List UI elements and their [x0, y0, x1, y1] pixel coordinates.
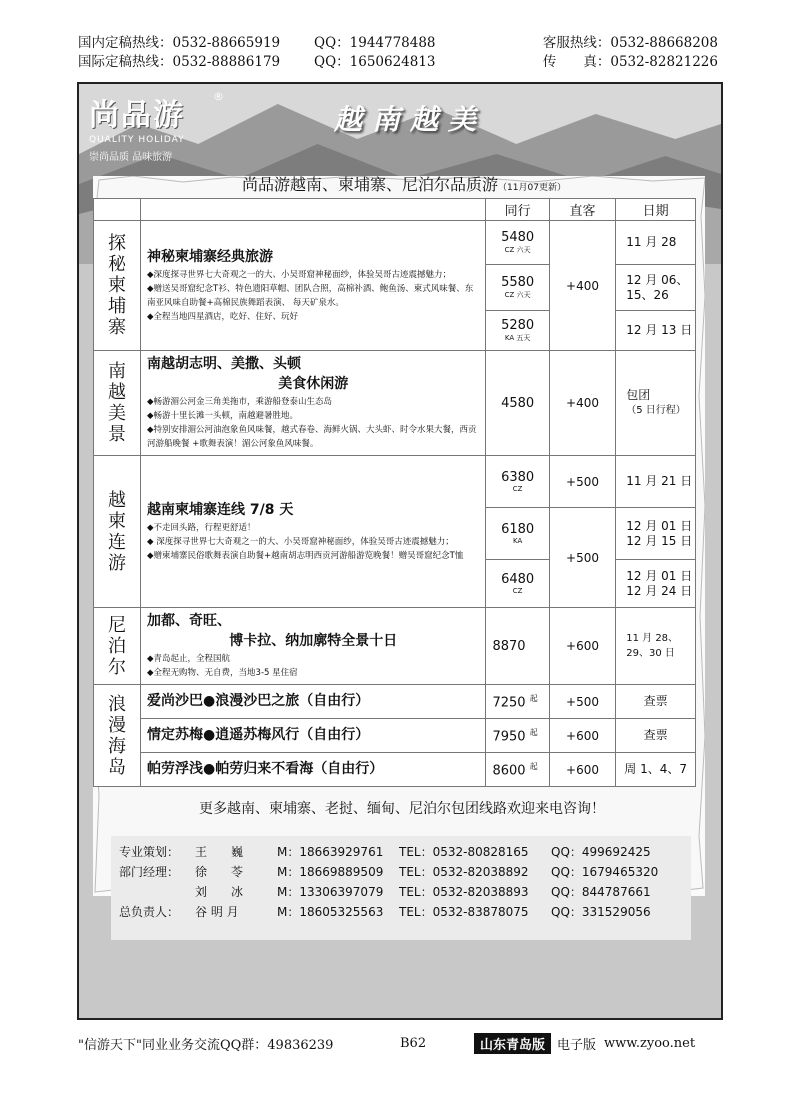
table-row — [94, 608, 696, 685]
tour-line: ◆赠柬埔寨民俗歌舞表演自助餐+越南胡志明西贡河游船游览晚餐！赠吴哥窟纪念T恤 — [147, 550, 464, 561]
region-combo: 越柬连游 — [94, 456, 141, 608]
subtitle — [159, 172, 649, 195]
brand-slogan: 崇尚品质 品味旅游 — [89, 152, 173, 163]
desc-header — [141, 199, 486, 221]
website-link[interactable]: www.zyoo.net — [604, 1036, 696, 1051]
edition-badge: 山东青岛版 — [474, 1033, 551, 1054]
tour-date: 查票 — [616, 685, 696, 719]
peer-price-header: 同行 — [486, 199, 549, 221]
direct-price: +600 — [549, 719, 615, 753]
tour-date: 11 月 21 日 — [616, 456, 696, 508]
tour-line: ◆全程无购物、无自费，当地3-5 星住宿 — [147, 668, 298, 678]
tour-desc-combo — [141, 456, 486, 608]
tour-line: ◆畅游十里长滩一头顿，南越避暑胜地。 — [147, 411, 299, 421]
tour-line: ◆不走回头路，行程更舒适！ — [147, 522, 256, 533]
tour-desc-island — [141, 719, 486, 753]
peer-price: 4580 — [486, 351, 549, 456]
update-note: （11月07更新） — [498, 183, 566, 193]
tour-table — [93, 198, 696, 787]
tour-line: ◆畅游湄公河金三角美拖市，乘游船登泰山生态岛 — [147, 397, 333, 407]
direct-price: +500 — [549, 508, 615, 608]
peer-price: 6380 CZ — [486, 456, 549, 508]
tour-line: ◆ 深度探寻世界七大奇观之一的大、小吴哥窟神秘面纱，体验吴哥古迹震撼魅力； — [147, 536, 454, 547]
peer-price: 7950 $^起$ — [486, 719, 549, 753]
tour-date: 12 月 06、15、26 — [616, 265, 696, 311]
peer-price: 8600 $^起$ — [486, 753, 549, 787]
direct-price-header: 直客 — [549, 199, 615, 221]
tour-title-line2: 美食休闲游 — [278, 376, 349, 392]
table-row — [94, 221, 696, 265]
table-row — [94, 753, 696, 787]
tour-line: ◆全程当地四星酒店，吃好、住好、玩好 — [147, 311, 299, 322]
tour-desc-vietnam — [141, 351, 486, 456]
page-footer — [78, 1033, 723, 1054]
region-islands: 浪漫海岛 — [94, 685, 141, 787]
more-info: 更多越南、柬埔寨、老挝、缅甸、尼泊尔包团线路欢迎来电咨询！ — [199, 801, 605, 817]
edition-suffix: 电子版 — [557, 1038, 597, 1053]
brand-english: QUALITY HOLIDAY — [89, 135, 185, 145]
tour-desc-island — [141, 753, 486, 787]
tour-desc-nepal — [141, 608, 486, 685]
subtitle-text: 尚品游越南、柬埔寨、尼泊尔品质游 — [242, 175, 499, 194]
tour-date: 11 月 28 — [616, 221, 696, 265]
domestic-hotline: 国内定稿热线：0532-88665919 — [78, 35, 281, 51]
tour-title: 帕劳浮浅●帕劳归来不看海（自由行） — [147, 760, 384, 777]
tour-date: 11 月 28、29、30 日 — [616, 608, 696, 685]
qq-group: "信游天下"同业业务交流QQ群：49836239 — [78, 1038, 334, 1053]
contact-row: 刘 冰 M：13306397079 TEL：0532-82038893 QQ：844787661 — [195, 885, 651, 899]
banner-title: 越南越美 — [334, 103, 487, 136]
tour-date: 查票 — [616, 719, 696, 753]
table-header-row — [94, 199, 696, 221]
tour-line: ◆特别安排湄公河油泡象鱼风味餐，越式春卷、海鲜火锅、大头虾、时令水果大餐，西贡河游船晚餐 +歌舞表演！湄公河象鱼风味餐。 — [147, 425, 477, 449]
tour-title: 神秘柬埔寨经典旅游 — [147, 248, 273, 265]
region-vietnam: 南越美景 — [94, 351, 141, 456]
tour-title-line2: 博卡拉、纳加廓特全景十日 — [229, 633, 398, 649]
tour-desc-island — [141, 685, 486, 719]
contact-row: 专业策划： 王 巍 M：18663929761 TEL：0532-80828165 QQ：499692425 — [119, 845, 651, 859]
direct-price: +600 — [549, 753, 615, 787]
tour-title: 加都、奇旺、 — [147, 613, 231, 629]
tour-date: 包团 （5 日行程） — [616, 351, 696, 456]
region-cambodia: 探秘柬埔寨 — [94, 221, 141, 351]
direct-price: +600 — [549, 608, 615, 685]
tour-date: 12 月 01 日 12 月 15 日 — [616, 508, 696, 560]
direct-price: +400 — [549, 221, 615, 351]
brand-logo — [89, 90, 229, 162]
peer-price: 6480 CZ — [486, 560, 549, 608]
peer-price: 6180 KA — [486, 508, 549, 560]
tour-date: 12 月 13 日 — [616, 311, 696, 351]
tour-title: 南越胡志明、美撒、头顿 — [147, 356, 301, 372]
direct-price: +500 — [549, 456, 615, 508]
hotline-bar — [78, 34, 718, 72]
qq-1: QQ：1944778488 — [314, 35, 436, 51]
international-hotline: 国际定稿热线：0532-88886179 — [78, 54, 281, 70]
date-header: 日期 — [616, 199, 696, 221]
region-header — [94, 199, 141, 221]
service-hotline: 客服热线：0532-88668208 — [542, 35, 718, 51]
tour-title: 爱尚沙巴●浪漫沙巴之旅（自由行） — [147, 692, 370, 709]
tour-title: 越南柬埔寨连线 7/8 天 — [147, 501, 294, 518]
tour-desc-cambodia — [141, 221, 486, 351]
direct-price: +400 — [549, 351, 615, 456]
peer-price: 8870 — [486, 608, 549, 685]
direct-price: +500 — [549, 685, 615, 719]
ad-frame — [77, 82, 723, 1020]
peer-price: 5580 CZ 六天 — [486, 265, 549, 311]
table-row — [94, 351, 696, 456]
table-row — [94, 685, 696, 719]
region-nepal: 尼泊尔 — [94, 608, 141, 685]
tour-line: ◆青岛起止，全程国航 — [147, 654, 231, 664]
tour-title: 情定苏梅●逍遥苏梅风行（自由行） — [147, 726, 370, 743]
tour-line: ◆赠送吴哥窟纪念T衫、特色遗阳草帽、团队合照，高棉补酒、鲍鱼汤、柬式风味餐、东南亚风味自助餐+高棉民族舞蹈表演、 每天矿泉水。 — [147, 283, 474, 308]
tour-date: 12 月 01 日 12 月 24 日 — [616, 560, 696, 608]
fax: 传 真：0532-82821226 — [542, 54, 718, 70]
tour-date: 周 1、4、7 — [616, 753, 696, 787]
peer-price: 5280 KA 五天 — [486, 311, 549, 351]
table-row — [94, 456, 696, 508]
contact-row: 总负责人： 谷 明 月 M：18605325563 TEL：0532-83878075 QQ：331529056 — [119, 905, 651, 919]
brand-name: 尚品游 — [89, 98, 185, 133]
contacts-panel — [111, 836, 691, 940]
peer-price: 7250 $^起$ — [486, 685, 549, 719]
qq-2: QQ：1650624813 — [314, 54, 436, 70]
registered-mark: ® — [213, 90, 224, 103]
peer-price: 5480 CZ 六天 — [486, 221, 549, 265]
tour-line: ◆深度探寻世界七大奇观之一的大、小吴哥窟神秘面纱，体验吴哥古迹震撼魅力； — [147, 269, 452, 280]
contact-row: 部门经理： 徐 苓 M：18669889509 TEL：0532-82038892 QQ：1679465320 — [119, 865, 659, 879]
table-row — [94, 719, 696, 753]
page-number: B62 — [400, 1036, 427, 1051]
